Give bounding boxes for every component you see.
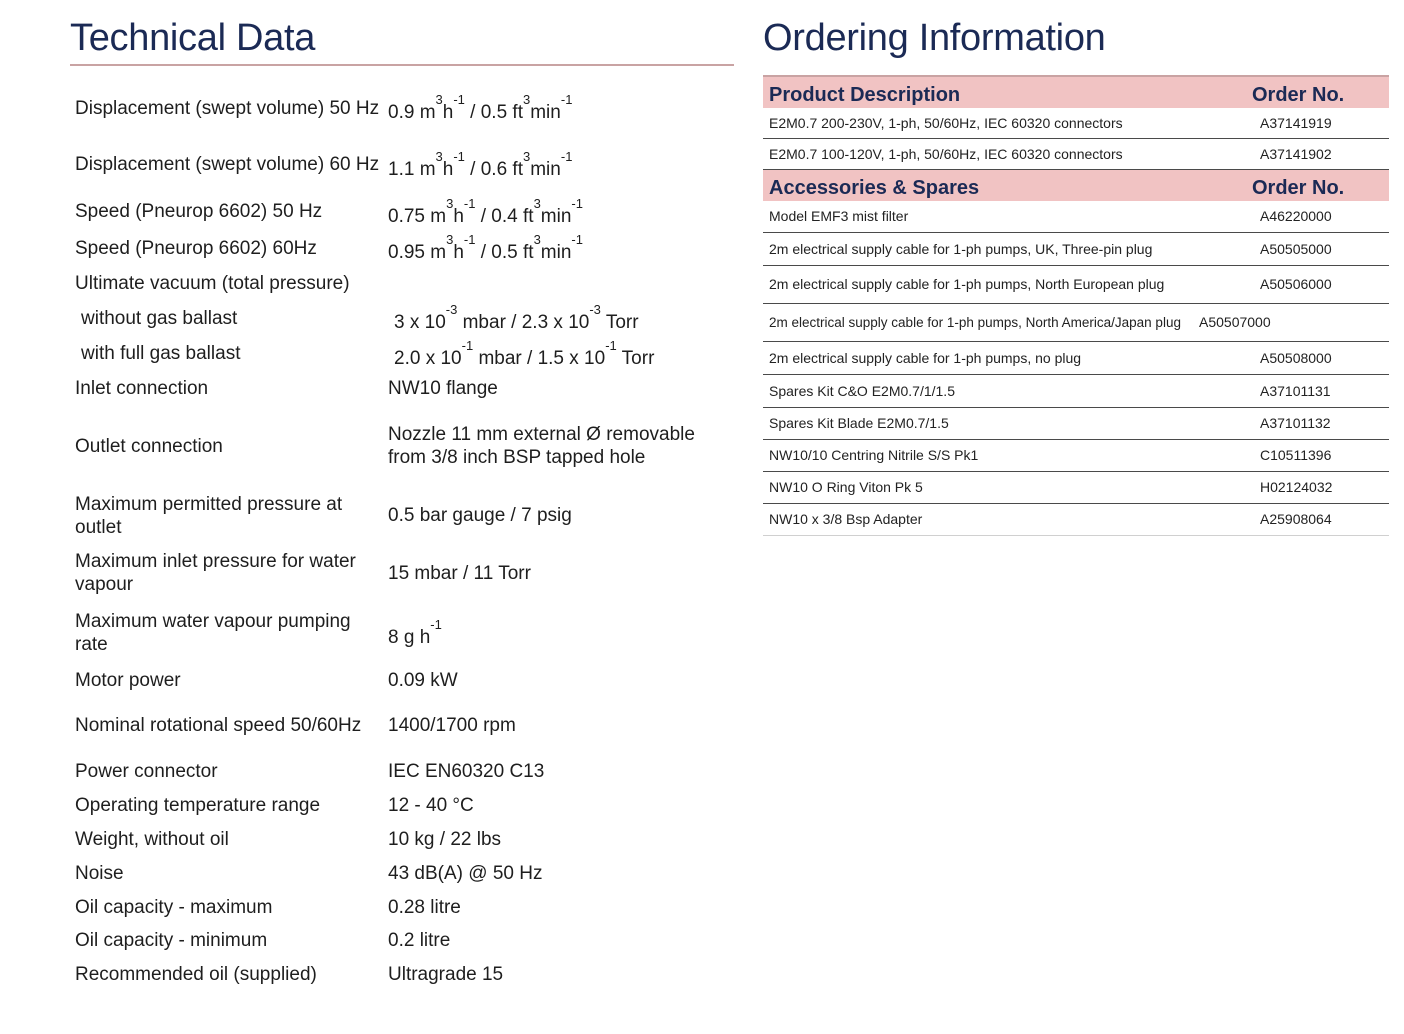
order-description: NW10 O Ring Viton Pk 5 — [769, 479, 923, 495]
spec-row — [70, 822, 734, 856]
order-description: Spares Kit C&O E2M0.7/1/1.5 — [769, 382, 955, 399]
spec-label: Oil capacity - maximum — [75, 896, 273, 918]
spec-label: without gas ballast — [81, 307, 238, 329]
order-row — [763, 342, 1389, 375]
technical-data-heading: Technical Data — [70, 17, 316, 59]
spec-label: Operating temperature range — [75, 794, 321, 816]
order-number: A50507000 — [1199, 314, 1271, 330]
accessories-header — [763, 170, 1389, 201]
order-number: A37101131 — [1260, 382, 1331, 399]
spec-row — [70, 697, 734, 754]
order-row — [763, 472, 1389, 504]
spec-label: Displacement (swept volume) 60 Hz — [75, 154, 380, 175]
order-description: NW10/10 Centring Nitrile S/S Pk1 — [769, 447, 979, 463]
spec-label: with full gas ballast — [81, 343, 241, 364]
order-row — [763, 408, 1389, 440]
spec-label: Speed (Pneurop 6602) 50 Hz — [75, 201, 323, 222]
spec-row — [70, 754, 734, 788]
spec-label: Ultimate vacuum (total pressure) — [75, 272, 350, 294]
spec-row — [70, 856, 734, 890]
spec-row — [70, 957, 734, 991]
spec-value: 0.28 litre — [388, 896, 461, 918]
spec-value: 0.2 litre — [388, 930, 451, 951]
spec-row — [70, 487, 734, 544]
order-description: Model EMF3 mist filter — [769, 208, 909, 224]
spec-value: 1.1 $m^3h^{-1} / 0.6$ $ft^3\min^{-1}$ — [388, 148, 573, 180]
spec-value: 12 - 40 °C — [388, 794, 474, 816]
spec-value: 8 g $h^{-1}$ — [388, 616, 442, 648]
spec-value: 0.5 bar gauge / 7 psig — [388, 505, 572, 526]
spec-row — [70, 663, 734, 697]
spec-row — [70, 230, 734, 266]
accessories-list — [763, 201, 1389, 536]
order-row — [763, 375, 1389, 408]
order-row — [763, 304, 1389, 342]
product-description-header — [763, 77, 1389, 108]
spec-row — [70, 136, 734, 193]
order-row — [763, 233, 1389, 266]
order-number: A37101132 — [1260, 415, 1331, 431]
order-number: A50505000 — [1260, 240, 1332, 257]
spec-label: Outlet connection — [75, 435, 223, 457]
order-description: E2M0.7 100-120V, 1-ph, 50/60Hz, IEC 60320 connectors — [769, 145, 1123, 162]
spec-label: Speed (Pneurop 6602) 60Hz — [75, 237, 317, 259]
order-number: A37141919 — [1260, 114, 1332, 131]
order-row — [763, 504, 1389, 536]
spec-row — [70, 924, 734, 957]
spec-value: 0.95 $m^3h^{-1} / 0.5$ $ft^3\min^{-1}$ — [388, 232, 583, 263]
product-list — [763, 108, 1389, 170]
order-description: 2m electrical supply cable for 1-ph pumps, North America/Japan plug — [769, 314, 1181, 330]
order-row — [763, 139, 1389, 170]
order-number: A46220000 — [1260, 208, 1332, 224]
spec-row — [70, 405, 734, 487]
order-number: A37141902 — [1260, 145, 1332, 162]
spec-label: Inlet connection — [75, 377, 209, 399]
order-row — [763, 266, 1389, 304]
spec-row — [70, 890, 734, 924]
technical-data-table — [70, 80, 734, 991]
spec-value: 0.9 $m^3h^{-1} / 0.5$ $ft^3\min^{-1}$ — [388, 92, 573, 123]
spec-row — [70, 602, 734, 663]
order-number: A50508000 — [1260, 349, 1332, 366]
spec-value: 1400/1700 rpm — [388, 715, 516, 736]
spec-label: Displacement (swept volume) 50 Hz — [75, 97, 380, 119]
spec-row — [70, 193, 734, 230]
order-no-label: Order No. — [1252, 84, 1345, 106]
order-description: 2m electrical supply cable for 1-ph pumps, UK, Three-pin plug — [769, 240, 1153, 257]
order-number: C10511396 — [1260, 447, 1332, 463]
spec-row — [70, 80, 734, 136]
spec-value: 43 dB(A) @ 50 Hz — [388, 862, 543, 884]
spec-value: NW10 flange — [388, 377, 498, 399]
spec-row — [70, 300, 734, 336]
ordering-info-heading: Ordering Information — [763, 17, 1106, 59]
spec-row — [70, 371, 734, 405]
spec-label: Maximum permitted pressure at outlet — [75, 493, 343, 538]
heading-rule — [70, 64, 734, 66]
accessories-label: Accessories & Spares — [769, 177, 980, 199]
spec-row — [70, 544, 734, 602]
order-description: NW10 x 3/8 Bsp Adapter — [769, 511, 923, 527]
spec-value: 10 kg / 22 lbs — [388, 828, 502, 850]
spec-label: Maximum inlet pressure for water vapour — [75, 551, 356, 595]
spec-value: 3 x $10^{-3}$ mbar / 2.3 x $10^{-3}$ Torr — [394, 302, 639, 333]
spec-value: 0.09 kW — [388, 669, 458, 691]
spec-value: 2.0 x $10^{-1}$ mbar / 1.5 x $10^{-1}$ Torr — [394, 337, 655, 369]
order-no-label: Order No. — [1252, 177, 1345, 199]
order-description: Spares Kit Blade E2M0.7/1.5 — [769, 415, 949, 431]
spec-label: Oil capacity - minimum — [75, 930, 268, 951]
spec-label: Maximum water vapour pumping rate — [75, 610, 351, 655]
spec-label: Noise — [75, 862, 124, 884]
order-row — [763, 440, 1389, 472]
spec-value: Ultragrade 15 — [388, 963, 504, 985]
technical-data-section — [70, 16, 734, 991]
ordering-info-section — [763, 16, 1389, 536]
spec-row — [70, 336, 734, 371]
order-description: 2m electrical supply cable for 1-ph pumps, no plug — [769, 349, 1082, 366]
spec-row — [70, 788, 734, 822]
spec-value: 15 mbar / 11 Torr — [388, 562, 531, 584]
spec-label: Weight, without oil — [75, 828, 229, 850]
order-row — [763, 108, 1389, 139]
order-description: 2m electrical supply cable for 1-ph pumps, North European plug — [769, 276, 1165, 292]
product-description-label: Product Description — [769, 84, 961, 106]
spec-label: Motor power — [75, 669, 181, 691]
order-number: A50506000 — [1260, 276, 1332, 292]
spec-value: IEC EN60320 C13 — [388, 760, 545, 782]
spec-label: Power connector — [75, 760, 218, 782]
spec-label: Nominal rotational speed 50/60Hz — [75, 715, 362, 736]
spec-row — [70, 266, 734, 300]
order-description: E2M0.7 200-230V, 1-ph, 50/60Hz, IEC 60320 connectors — [769, 114, 1123, 131]
spec-value: 0.75 $m^3h^{-1} / 0.4$ $ft^3\min^{-1}$ — [388, 195, 583, 227]
spec-label: Recommended oil (supplied) — [75, 963, 317, 985]
order-number: A25908064 — [1260, 511, 1332, 527]
order-number: H02124032 — [1260, 479, 1333, 495]
spec-value: Nozzle 11 mm external Ø removable from 3/8 inch BSP tapped hole — [388, 424, 695, 468]
order-row — [763, 201, 1389, 233]
